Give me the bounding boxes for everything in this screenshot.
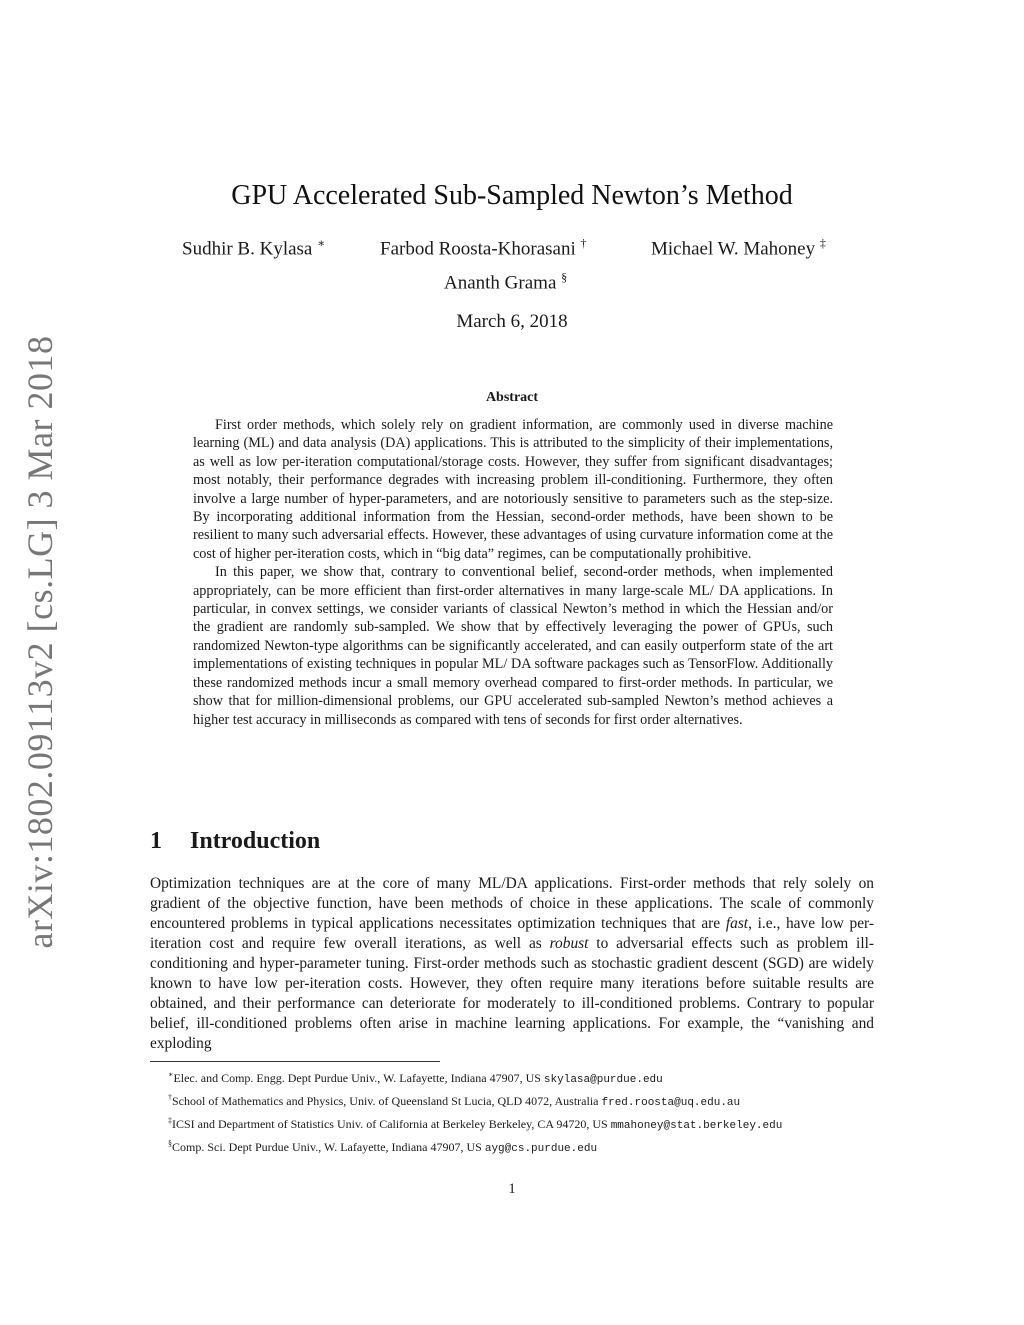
author-name: Ananth Grama [444, 272, 557, 294]
footnote-mark: § [168, 1139, 172, 1148]
abstract-body [193, 416, 833, 729]
footnotes [150, 1066, 874, 1158]
intro-paragraph [150, 874, 874, 1054]
footnote [150, 1089, 874, 1112]
footnote-mark: ∗ [168, 1070, 174, 1079]
footnote-rule [150, 1061, 440, 1062]
author-footnote-mark: § [561, 270, 568, 284]
page-number: 1 [508, 1181, 516, 1197]
intro-emphasis: fast [725, 915, 749, 932]
paper-date: March 6, 2018 [456, 311, 568, 332]
footnote-mark: † [168, 1093, 172, 1102]
author-name: Farbod Roosta-Khorasani [380, 238, 576, 260]
author-footnote-mark: ∗ [317, 236, 326, 250]
author-name: Sudhir B. Kylasa [182, 238, 313, 260]
footnote [150, 1066, 874, 1089]
author-4 [444, 270, 567, 294]
intro-text: , i.e., have low per-iteration cost and require few overall iterations, as well as [150, 915, 875, 952]
footnote-email: ayg@cs.purdue.edu [484, 1143, 598, 1155]
author-3 [651, 236, 826, 260]
footnote-email: fred.roosta@uq.edu.au [601, 1097, 741, 1109]
footnote-email: mmahoney@stat.berkeley.edu [610, 1120, 783, 1132]
footnote-email: skylasa@purdue.edu [543, 1074, 663, 1086]
author-footnote-mark: ‡ [819, 236, 826, 250]
footnote-text: School of Mathematics and Physics, Univ. of Queensland St Lucia, QLD 4072, Australia [172, 1094, 602, 1108]
section-number: 1 [150, 828, 162, 854]
intro-text: to adversarial effects such as problem ill-conditioning and hyper-parameter tuning. First-order methods such as stochastic gradient descent (SGD) are widely known to have low per-iteration costs. However, they often require many iterations before suitable results are obtained, and their performance can deteriorate for moderately to ill-conditioned problems. Contrary to popular belief, ill-conditioned problems often arise in machine learning applications. For example, the “vanishing and exploding [150, 935, 874, 1052]
footnote-text: Comp. Sci. Dept Purdue Univ., W. Lafayette, Indiana 47907, US [172, 1140, 485, 1154]
footnote [150, 1112, 874, 1135]
section-title: Introduction [190, 828, 321, 854]
arxiv-identifier: arXiv:1802.09113v2 [cs.LG] 3 Mar 2018 [20, 335, 60, 949]
author-2 [380, 236, 587, 260]
section-heading [150, 828, 320, 855]
paper-title: GPU Accelerated Sub-Sampled Newton’s Method [231, 180, 793, 211]
intro-text: Optimization techniques are at the core of many ML/DA applications. First-order methods that rely solely on gradient of the objective function, have been methods of choice in these applications. The scale of commonly encountered problems in typical applications necessitates optimization techniques that are [150, 875, 874, 932]
abstract-paragraph: First order methods, which solely rely on gradient information, are commonly used in diverse machine learning (ML) and data analysis (DA) applications. This is attributed to the simplicity of their implementations, as well as low per-iteration computational/storage costs. However, they suffer from significant disadvantages; most notably, their performance degrades with increasing problem ill-conditioning. Furthermore, they often involve a large number of hyper-parameters, and are notoriously sensitive to parameters such as the step-size. By incorporating additional information from the Hessian, second-order methods, have been shown to be resilient to many such adversarial effects. However, these advantages of using curvature information come at the cost of higher per-iteration costs, which in “big data” regimes, can be computationally prohibitive. [193, 417, 833, 562]
abstract-heading: Abstract [485, 390, 539, 405]
footnote-text: Elec. and Comp. Engg. Dept Purdue Univ., W. Lafayette, Indiana 47907, US [173, 1071, 544, 1085]
author-name: Michael W. Mahoney [651, 238, 816, 260]
footnote-text: ICSI and Department of Statistics Univ. of California at Berkeley Berkeley, CA 94720, US [172, 1117, 611, 1131]
author-footnote-mark: † [580, 236, 587, 250]
footnote-mark: ‡ [168, 1116, 172, 1125]
intro-emphasis: robust [549, 935, 589, 952]
footnote [150, 1135, 874, 1158]
author-1 [182, 236, 325, 260]
abstract-paragraph: In this paper, we show that, contrary to conventional belief, second-order methods, when implemented appropriately, can be more efficient than first-order alternatives in many large-scale ML/ DA applications. In particular, in convex settings, we consider variants of classical Newton’s method in which the Hessian and/or the gradient are randomly sub-sampled. We show that by effectively leveraging the power of GPUs, such randomized Newton-type algorithms can be significantly accelerated, and can easily outperform state of the art implementations of existing techniques in popular ML/ DA software packages such as TensorFlow. Additionally these randomized methods incur a small memory overhead compared to first-order methods. In particular, we show that for million-dimensional problems, our GPU accelerated sub-sampled Newton’s method achieves a higher test accuracy in milliseconds as compared with tens of seconds for first order alternatives. [193, 564, 833, 728]
